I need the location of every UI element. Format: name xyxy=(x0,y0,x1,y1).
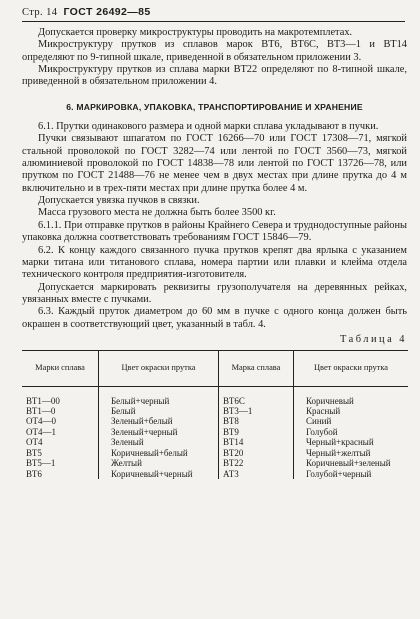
standard-number: ГОСТ 26492—85 xyxy=(63,6,151,18)
alloy-cell: ВТ14 xyxy=(219,437,294,447)
alloy-cell: ВТ5—1 xyxy=(26,458,56,469)
table-caption: Таблица 4 xyxy=(340,333,407,345)
page-number: Стр. 14 xyxy=(22,7,58,18)
table-header-row xyxy=(22,351,408,386)
color-cell: Коричневый+белый xyxy=(99,448,219,458)
paragraph: 6.2. К концу каждого связанного пучка прутков крепят два ярлыка с указанием марки титана или титанового сплава, номера партии или плавки и клейма отдела технического контроля предприятия-изготовителя. xyxy=(22,244,407,281)
alloy-cell: ОТ4—0 xyxy=(26,416,56,427)
color-cell: Зеленый xyxy=(99,437,219,447)
color-cell: Синий xyxy=(294,416,409,426)
table-row xyxy=(22,406,408,416)
alloy-cell: ВТ3—1 xyxy=(219,406,294,416)
color-cell: Коричневый xyxy=(294,386,409,406)
table-row xyxy=(22,448,408,458)
color-cell: Белый xyxy=(99,406,219,416)
color-cell: Зеленый+черный xyxy=(99,427,219,437)
column-header: Цвет окраски прутка xyxy=(99,351,219,386)
color-cell: Черный+желтый xyxy=(294,448,409,458)
paragraph: Микроструктуру прутков из сплавов марок ВТ6, ВТ6С, ВТ3—1 и ВТ14 определяют по 9-типной шкале, приведенной в обязательном приложении 3. xyxy=(22,39,407,63)
paragraph: 6.1.1. При отправке прутков в районы Крайнего Севера и труднодоступные районы упаковка должна соответствовать требованиям ГОСТ 15846—79. xyxy=(22,219,407,244)
color-cell: Зеленый+белый xyxy=(99,416,219,426)
paragraph: 6.1. Прутки одинакового размера и одной марки сплава укладывают в пучки. xyxy=(38,121,379,133)
color-cell: Белый+черный xyxy=(99,386,219,406)
color-cell: Голубой+черный xyxy=(294,469,409,479)
color-table xyxy=(22,350,408,479)
table-row xyxy=(22,386,408,406)
header-rule xyxy=(22,21,405,22)
table-row xyxy=(22,427,408,437)
paragraph: Допускается увязка пучков в связки. xyxy=(38,195,200,207)
paragraph: Пучки связывают шпагатом по ГОСТ 16266—70 или ГОСТ 17308—71, мягкой стальной проволокой по ГОСТ 3282—74 или лентой по ГОСТ 3560—73, мягкой алюминиевой проволокой по ГОСТ 14838—78 или лентой по ГОСТ 13726—78, или прутком по ГОСТ 21488—76 не менее чем в двух местах при длине прутка до 4 м включительно и в трех-пяти местах при длине прутка более 4 м. xyxy=(22,133,407,194)
column-header: Марка сплава xyxy=(219,351,294,386)
alloy-cell: ВТ1—00 xyxy=(26,395,60,406)
table-row xyxy=(22,469,408,479)
column-header: Марки сплава xyxy=(22,351,99,386)
paragraph: Допускается проверку микроструктуры проводить на макротемплетах. xyxy=(38,27,353,38)
document-body xyxy=(22,27,407,479)
table-row xyxy=(22,416,408,426)
section-title: 6. МАРКИРОВКА, УПАКОВКА, ТРАНСПОРТИРОВАНИЕ И ХРАНЕНИЕ xyxy=(66,101,363,112)
color-cell: Коричневый+зеленый xyxy=(294,458,409,468)
alloy-cell: ВТ6С xyxy=(219,386,294,406)
alloy-cell: ВТ22 xyxy=(219,458,294,468)
color-cell: Голубой xyxy=(294,427,409,437)
color-cell: Желтый xyxy=(99,458,219,468)
color-cell: Коричневый+черный xyxy=(99,469,219,479)
alloy-cell: ОТ4—1 xyxy=(26,426,56,437)
alloy-cell: ВТ9 xyxy=(219,427,294,437)
alloy-cell: ВТ1—0 xyxy=(26,406,56,417)
paragraph: 6.3. Каждый пруток диаметром до 60 мм в пучке с одного конца должен быть окрашен в соответствующий цвет, указанный в табл. 4. xyxy=(22,306,407,330)
paragraph: Масса грузового места не должна быть более 3500 кг. xyxy=(38,207,276,219)
paragraph: Микроструктуру прутков из сплава марки ВТ22 определяют по 8-типной шкале, приведенной в обязательном приложении 4. xyxy=(22,64,407,88)
table-row xyxy=(22,437,408,447)
alloy-cell: ВТ5 xyxy=(26,447,42,458)
column-header: Цвет окраски прутка xyxy=(294,351,409,386)
page-header xyxy=(22,6,151,18)
color-cell: Красный xyxy=(294,406,409,416)
color-cell: Черный+красный xyxy=(294,437,409,447)
alloy-cell: ВТ8 xyxy=(219,416,294,426)
alloy-cell: ВТ20 xyxy=(219,448,294,458)
alloy-cell: ВТ6 xyxy=(26,468,42,479)
alloy-cell: ОТ4 xyxy=(26,437,43,448)
paragraph: Допускается маркировать реквизиты грузополучателя на деревянных рейках, увязанных вместе с пучками. xyxy=(22,281,407,305)
alloy-cell: АТ3 xyxy=(219,469,294,479)
table-row xyxy=(22,458,408,468)
